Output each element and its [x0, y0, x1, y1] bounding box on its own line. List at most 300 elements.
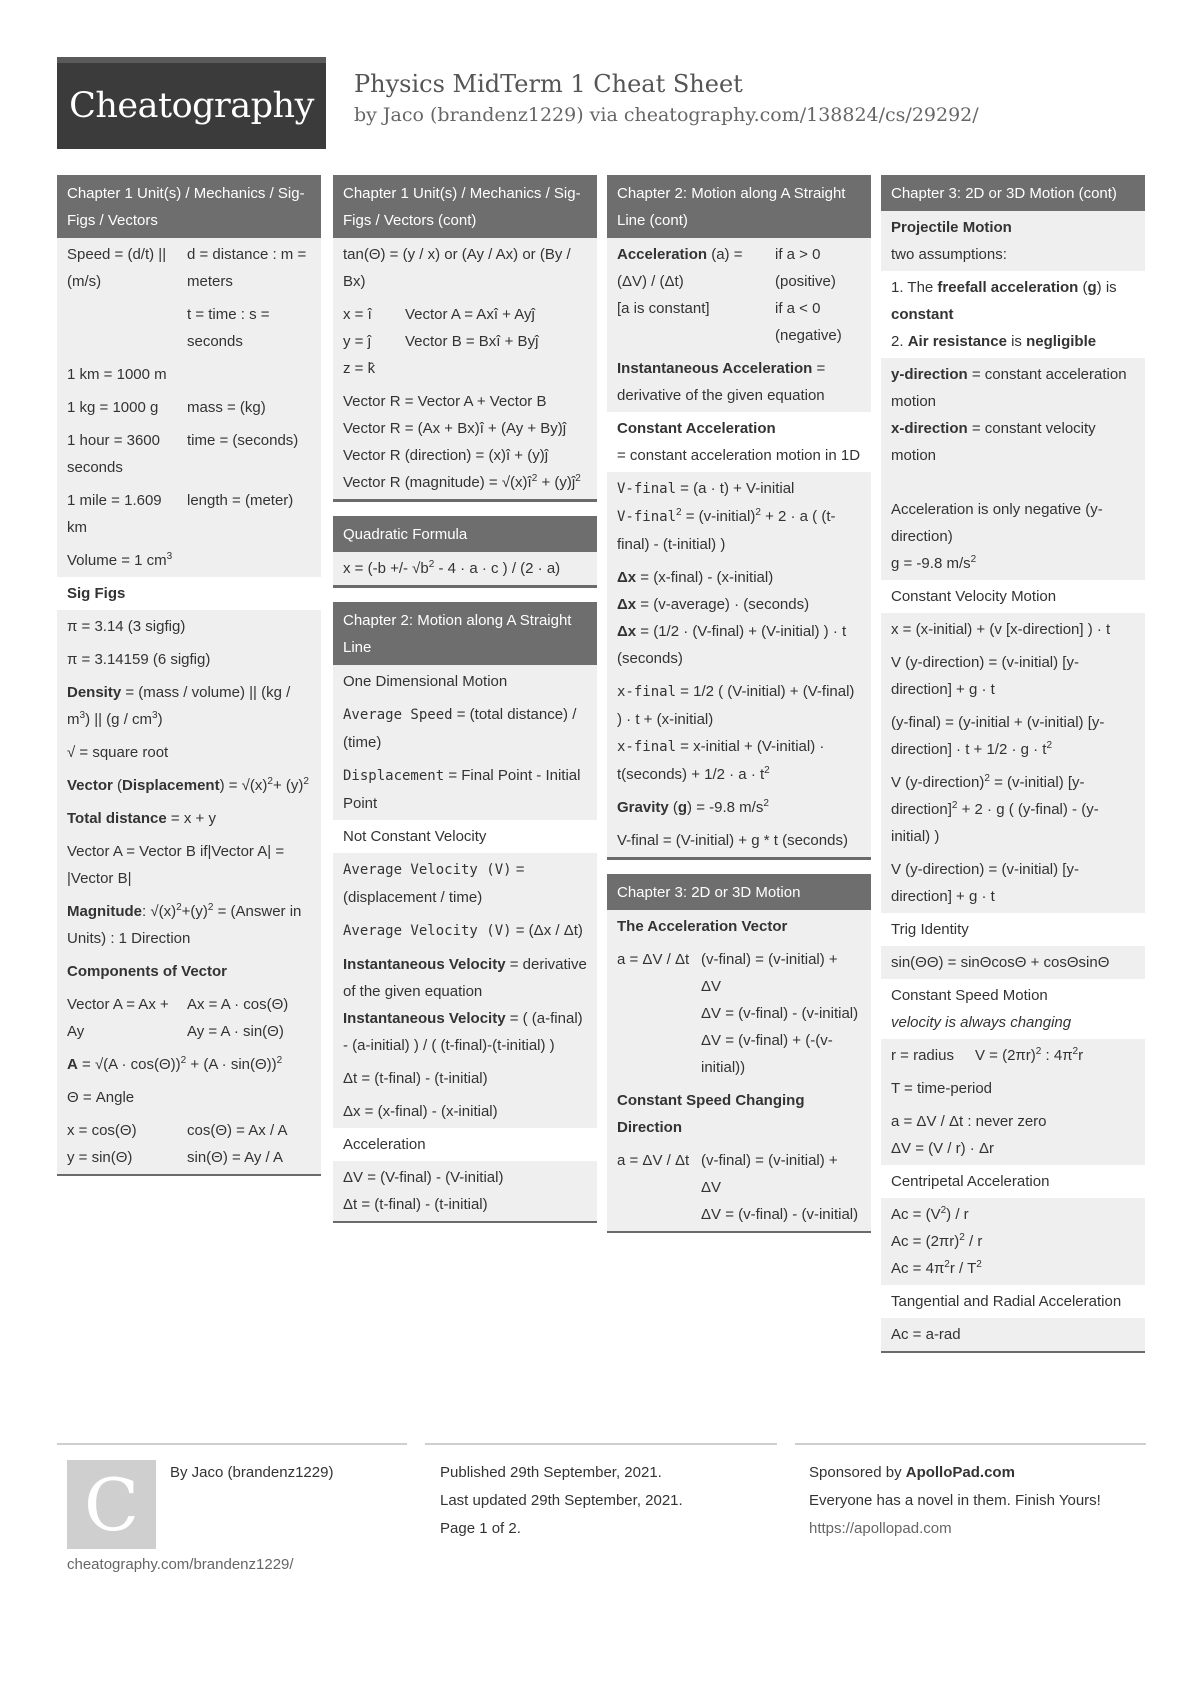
line: [343, 951, 587, 1005]
table-row: [607, 943, 871, 1084]
superscript: 2: [676, 507, 682, 518]
line: [343, 1005, 587, 1059]
text: = √(A · cos(Θ)): [77, 1056, 181, 1073]
text: r: [1078, 1047, 1084, 1064]
section-heading: [607, 175, 871, 238]
line: [891, 1228, 1135, 1255]
text: = (1/2 · (V-final) + (V-initial) ) · t (seconds): [617, 623, 847, 667]
text: ): [157, 711, 163, 728]
text: Displacement: [122, 777, 220, 794]
text: (y-final) = (y-initial + (v-initial) [y-direction] · t + 1/2 · g · t: [891, 714, 1105, 758]
cell: [405, 301, 587, 382]
text: Components of Vector: [67, 963, 228, 980]
table-row: [607, 472, 871, 561]
superscript: 2: [531, 473, 538, 484]
table-row: [57, 955, 321, 988]
cheatography-logo[interactable]: [57, 57, 326, 149]
table-row: tan(Θ) = (y / x) or (Ay / Ax) or (By / Bx): [333, 238, 597, 298]
text: Total distance: [67, 810, 167, 827]
text: = (v-initial): [681, 508, 756, 525]
table-row: sin(ΘΘ) = sinΘcosΘ + cosΘsinΘ: [881, 946, 1145, 979]
table-row: Δt = (t-final) - (t-initial): [333, 1062, 597, 1095]
table-row: [881, 706, 1145, 766]
text: g: [1087, 279, 1097, 296]
text: + 2 · g ( (y-final) - (y-initial) ): [891, 801, 1099, 845]
line: [891, 328, 1135, 355]
text: = derivative of the given equation: [343, 956, 587, 1000]
sponsor-text: Everyone has a novel in them. Finish Yours!: [809, 1492, 1101, 1509]
cell: [701, 1147, 861, 1228]
cell: [187, 1117, 311, 1171]
text: (: [668, 799, 678, 816]
sponsor-info: [809, 1459, 1109, 1543]
mono-text: Average Velocity (V): [343, 923, 512, 939]
table-row: V-final = (V-initial) + g * t (seconds): [607, 824, 871, 857]
text: 1. The: [891, 279, 938, 296]
text: r / T: [949, 1260, 977, 1277]
mono-text: x-final: [617, 684, 677, 700]
mono-text: x-final: [617, 739, 677, 755]
section-heading: Quadratic Formula: [333, 516, 597, 552]
table-row: [881, 211, 1145, 271]
text: Ac = (2πr): [891, 1233, 960, 1250]
footer-divider: [57, 1443, 407, 1445]
cell: [617, 241, 775, 349]
superscript: 2: [276, 1055, 283, 1066]
line: [617, 564, 861, 591]
superscript: 2: [763, 798, 769, 809]
text: = (total distance) / (time): [343, 706, 577, 751]
text: = ( (a-final) - (a-initial) ) / ( (t-final)-(t-initial) ): [343, 1010, 583, 1054]
line: Vector R = (Ax + Bx)î + (Ay + By)ĵ: [343, 420, 567, 437]
table-row: Acceleration: [343, 1136, 426, 1153]
table-row: [333, 759, 597, 820]
text: = 1/2 ( (V-initial) + (V-final) ) · t + (x-initial): [617, 683, 855, 728]
text: Volume = 1 cm: [67, 552, 167, 569]
table-row: [57, 544, 321, 577]
section-ch1-units-cont: [333, 175, 597, 502]
cell: [67, 301, 187, 355]
text: Density: [67, 684, 122, 701]
superscript: 3: [79, 710, 86, 721]
cell: 1 hour = 3600 seconds: [67, 432, 160, 476]
table-row: [881, 1105, 1145, 1165]
heading-cont: (cont): [1074, 185, 1117, 202]
section-heading: Chapter 2: Motion along A Straight Line: [333, 602, 597, 665]
text: = Final Point - Initial Point: [343, 767, 581, 812]
table-row: [57, 577, 321, 610]
cell: [187, 991, 311, 1045]
line: a = ΔV / Δt : never zero: [891, 1113, 1047, 1130]
text: = (a · t) + V-initial: [676, 480, 795, 497]
table-row: Centripetal Acceleration: [891, 1173, 1050, 1190]
line: [617, 678, 861, 733]
publish-info: [440, 1459, 683, 1543]
table-row: [607, 1144, 871, 1231]
superscript: 2: [976, 1259, 982, 1270]
text: ) = √(x): [219, 777, 268, 794]
section-quadratic: [333, 516, 597, 588]
table-row: [607, 675, 871, 791]
text: x = (-b +/- √b: [343, 560, 429, 577]
text: Vector: [67, 777, 113, 794]
line: (v-final) = (v-initial) + ΔV: [701, 951, 838, 995]
column-3: [607, 175, 871, 1247]
footer-divider: [795, 1443, 1146, 1445]
table-row: [333, 385, 597, 499]
text: Instantaneous Acceleration: [617, 360, 813, 377]
line: [891, 1201, 1135, 1228]
section-heading: [881, 175, 1145, 211]
table-row: [333, 698, 597, 759]
footer-divider: [425, 1443, 777, 1445]
table-row: One Dimensional Motion: [333, 665, 597, 698]
text: / r: [964, 1233, 983, 1250]
section-ch1-units: [57, 175, 321, 1176]
table-row: Δx = (x-final) - (x-initial): [333, 1095, 597, 1128]
title-area: [354, 70, 979, 126]
author-name: By Jaco (brandenz1229): [170, 1464, 334, 1481]
line: [891, 1255, 1135, 1282]
heading-cont: (cont): [645, 212, 688, 229]
cell: d = distance : m = meters: [187, 246, 307, 290]
section-ch2-motion-cont: [607, 175, 871, 860]
text: ) = -9.8 m/s: [687, 799, 764, 816]
section-ch2-motion: [333, 602, 597, 1223]
table-row: [881, 1198, 1145, 1285]
text: - 4 · a · c ) / (2 · a): [434, 560, 561, 577]
page-title: Physics MidTerm 1 Cheat Sheet: [354, 70, 743, 98]
line: [617, 503, 861, 558]
cell: time = (seconds): [187, 432, 299, 449]
line: cos(Θ) = Ax / A: [187, 1122, 288, 1139]
logo-text: Cheatography: [69, 86, 314, 126]
text: freefall acceleration: [937, 279, 1079, 296]
text: 2.: [891, 333, 908, 350]
cell: [975, 1042, 1135, 1069]
line: ΔV = (v-final) - (v-initial): [701, 1005, 859, 1022]
line: [891, 274, 1135, 328]
line: [343, 469, 587, 496]
text: + (y): [272, 777, 304, 794]
column-2: [333, 175, 597, 1237]
table-row: [57, 802, 321, 835]
superscript: 2: [303, 776, 309, 787]
line: Ax = A · cos(Θ): [187, 996, 289, 1013]
cell: length = (meter): [187, 492, 294, 509]
cell: a = ΔV / Δt: [617, 951, 690, 968]
superscript: 2: [951, 800, 958, 811]
text: Instantaneous Velocity: [343, 956, 506, 973]
text: Δx: [617, 623, 637, 640]
mono-text: V-final: [617, 481, 677, 497]
line: [891, 550, 1135, 577]
line: ΔV = (v-final) - (v-initial): [701, 1206, 859, 1223]
line: Ay = A · sin(Θ): [187, 1023, 284, 1040]
text: Δx: [617, 596, 637, 613]
author-link[interactable]: cheatography.com/brandenz1229/: [67, 1556, 294, 1573]
mono-text: Average Velocity (V): [343, 862, 512, 878]
table-row: [57, 484, 321, 544]
table-row: [57, 1048, 321, 1081]
text: Instantaneous Velocity: [343, 1010, 506, 1027]
published-date: Published 29th September, 2021.: [440, 1464, 662, 1481]
updated-date: Last updated 29th September, 2021.: [440, 1492, 683, 1509]
table-row: [881, 271, 1145, 358]
column-4: [881, 175, 1145, 1367]
table-row: Vector A = Vector B if|Vector A| = |Vector B|: [57, 835, 321, 895]
table-row: [607, 1084, 871, 1144]
superscript: 2: [207, 902, 214, 913]
superscript: 2: [959, 1232, 965, 1243]
table-row: [57, 298, 321, 358]
text: : √(x): [142, 903, 177, 920]
text: (: [1078, 279, 1088, 296]
line: ΔV = (V / r) · Δr: [891, 1140, 994, 1157]
text: = (x-final) - (x-initial): [636, 569, 774, 586]
line: Δt = (t-final) - (t-initial): [343, 1196, 488, 1213]
cell: Vector A = Ax + Ay: [67, 996, 169, 1040]
text: = (mass / volume) || (kg / m: [67, 684, 291, 728]
cell: 1 kg = 1000 g: [67, 399, 159, 416]
section-heading: Chapter 1 Unit(s) / Mechanics / Sig-Figs / Vectors: [57, 175, 321, 238]
text: is: [1006, 333, 1027, 350]
text: ) || (g / cm: [85, 711, 153, 728]
text: = (Answer in Units) : 1 Direction: [67, 903, 302, 947]
text: = (v-initial) [y-direction]: [891, 774, 1085, 818]
superscript: 2: [176, 902, 182, 913]
sponsor-line: [809, 1459, 1109, 1487]
avatar[interactable]: C: [67, 1460, 156, 1549]
superscript: 2: [1035, 1046, 1042, 1057]
superscript: 2: [970, 554, 977, 565]
line: x = cos(Θ): [67, 1122, 137, 1139]
text: Magnitude: [67, 903, 142, 920]
spacer: [891, 469, 1135, 496]
table-row: [333, 298, 597, 385]
line: [891, 415, 1135, 469]
table-row: [881, 1039, 1145, 1072]
superscript: 2: [1072, 1046, 1079, 1057]
text: Sig Figs: [67, 585, 126, 602]
superscript: 2: [180, 1055, 187, 1066]
table-row: [881, 979, 1145, 1039]
table-row: [881, 358, 1145, 580]
superscript: 2: [940, 1205, 947, 1216]
text: Ac = (V: [891, 1206, 941, 1223]
table-row: Trig Identity: [891, 921, 969, 938]
line: Constant Acceleration: [617, 420, 776, 437]
line: [a is constant]: [617, 300, 710, 317]
table-row: Θ = Angle: [57, 1081, 321, 1114]
text: (: [112, 777, 123, 794]
line: Projectile Motion: [891, 219, 1012, 236]
text: = constant velocity motion: [891, 420, 1096, 464]
line: [617, 618, 861, 672]
line: sin(Θ) = Ay / A: [187, 1149, 284, 1166]
superscript: 2: [984, 773, 990, 784]
text: Gravity: [617, 799, 669, 816]
mono-text: V-final: [617, 509, 677, 525]
text: negligible: [1026, 333, 1097, 350]
cell: a = ΔV / Δt: [617, 1152, 690, 1169]
superscript: 2: [428, 559, 435, 570]
table-row: [333, 552, 597, 585]
table-row: V (y-direction) = (v-initial) [y-direction] + g · t: [881, 853, 1145, 913]
text: Δx: [617, 569, 637, 586]
line: z = k̂: [343, 360, 376, 377]
table-row: [333, 914, 597, 948]
cell: r = radius: [891, 1047, 954, 1064]
text: constant: [891, 306, 954, 323]
sponsor-link[interactable]: https://apollopad.com: [809, 1520, 952, 1537]
text: The Acceleration Vector: [617, 918, 788, 935]
line: [617, 591, 861, 618]
text: V = (2πr): [975, 1047, 1036, 1064]
line: Vector A = Axî + Ayĵ: [405, 306, 535, 323]
text: + (A · sin(Θ)): [186, 1056, 277, 1073]
table-row: [607, 791, 871, 824]
table-row: [57, 676, 321, 736]
mono-text: Average Speed: [343, 707, 453, 723]
sponsor-label: Sponsored by: [809, 1464, 906, 1481]
heading-cont: (cont): [433, 212, 477, 229]
superscript: 3: [152, 710, 158, 721]
heading-text: Chapter 1 Unit(s) / Mechanics / Sig-Figs / Vectors: [343, 185, 581, 229]
table-row: 1 km = 1000 m: [57, 358, 321, 391]
table-row: Tangential and Radial Acceleration: [891, 1293, 1122, 1310]
line: ΔV = (v-final) + (-(v-initial)): [701, 1032, 833, 1076]
table-row: [607, 910, 871, 943]
section-ch3-motion-cont: [881, 175, 1145, 1353]
text: = x-initial + (V-initial) · t(seconds) + 1/2 · a · t: [617, 738, 825, 783]
table-row: [333, 853, 597, 914]
text: + (y)ĵ: [537, 474, 576, 491]
line: x = î: [343, 306, 372, 323]
heading-text: Chapter 3: 2D or 3D Motion: [891, 185, 1075, 202]
line: Acceleration is only negative (y-direction): [891, 501, 1103, 545]
table-row: √ = square root: [57, 736, 321, 769]
superscript: 2: [267, 776, 273, 787]
table-row: π = 3.14159 (6 sigfig): [57, 643, 321, 676]
text: (a) = (ΔV) / (Δt): [617, 246, 743, 290]
table-row: [333, 1161, 597, 1221]
text: = (v-average) · (seconds): [636, 596, 810, 613]
text: A: [67, 1056, 78, 1073]
column-1: [57, 175, 321, 1190]
line: Vector R = Vector A + Vector B: [343, 393, 547, 410]
superscript: 3: [166, 551, 173, 562]
section-heading: Chapter 3: 2D or 3D Motion: [607, 874, 871, 910]
table-row: [607, 238, 871, 352]
table-row: [57, 238, 321, 298]
cell: 1 mile = 1.609 km: [67, 492, 162, 536]
cell: [343, 301, 405, 382]
text: g: [677, 799, 688, 816]
line: [891, 361, 1135, 415]
text: x-direction: [891, 420, 968, 437]
table-row: [333, 948, 597, 1062]
text: V (y-direction): [891, 774, 985, 791]
table-row: [57, 391, 321, 424]
line: (v-final) = (v-initial) + ΔV: [701, 1152, 838, 1196]
text: Acceleration: [617, 246, 708, 263]
text: = derivative of the given equation: [617, 360, 826, 404]
section-ch3-motion: [607, 874, 871, 1233]
text: : 4π: [1041, 1047, 1073, 1064]
line: [617, 733, 861, 788]
line: y = ĵ: [343, 333, 371, 350]
text: Vector R (magnitude) = √(x)î: [343, 474, 532, 491]
cell: [701, 946, 861, 1081]
line: ΔV = (V-final) - (V-initial): [343, 1169, 504, 1186]
text: + 2 · a ( (t-final) - (t-initial) ): [617, 508, 836, 553]
superscript: 2: [764, 765, 770, 776]
table-row: Not Constant Velocity: [343, 828, 487, 845]
text: = (Δx / Δt): [511, 922, 583, 939]
superscript: 2: [755, 507, 761, 518]
byline-link[interactable]: by Jaco (brandenz1229) via cheatography.com/138824/cs/29292/: [354, 104, 979, 126]
text: Constant Speed Changing Direction: [617, 1092, 805, 1136]
text: = constant acceleration motion: [891, 366, 1127, 410]
section-heading: [333, 175, 597, 238]
table-row: [57, 1114, 321, 1174]
text: ) is: [1096, 279, 1117, 296]
mono-text: Displacement: [343, 768, 445, 784]
line: Vector R (direction) = (x)î + (y)ĵ: [343, 447, 549, 464]
text: = x + y: [166, 810, 216, 827]
table-row: T = time-period: [881, 1072, 1145, 1105]
table-row: [57, 769, 321, 802]
cell: mass = (kg): [187, 399, 266, 416]
text: ) / r: [946, 1206, 969, 1223]
text: = (displacement / time): [343, 861, 525, 906]
table-row: π = 3.14 (3 sigfig): [57, 610, 321, 643]
line: = constant acceleration motion in 1D: [617, 447, 861, 464]
table-row: [57, 895, 321, 955]
text: y-direction: [891, 366, 968, 383]
cell: [775, 241, 861, 349]
page-number: Page 1 of 2.: [440, 1520, 521, 1537]
table-row: [57, 424, 321, 484]
table-row: x = (x-initial) + (v [x-direction] ) · t: [881, 613, 1145, 646]
superscript: 2: [1046, 740, 1053, 751]
text: +(y): [181, 903, 208, 920]
text: Ac = 4π: [891, 1260, 945, 1277]
table-row: [607, 412, 871, 472]
heading-text: Chapter 2: Motion along A Straight Line: [617, 185, 846, 229]
cell: t = time : s = seconds: [187, 306, 270, 350]
text: g = -9.8 m/s: [891, 555, 971, 572]
line: [617, 475, 861, 503]
line: two assumptions:: [891, 246, 1007, 263]
table-row: [607, 352, 871, 412]
table-row: [57, 988, 321, 1048]
line: y = sin(Θ): [67, 1149, 133, 1166]
line: Vector B = Bxî + Byĵ: [405, 333, 539, 350]
line: if a < 0 (negative): [775, 300, 842, 344]
table-row: [607, 561, 871, 675]
cell: Speed = (d/t) || (m/s): [67, 246, 167, 290]
line: if a > 0 (positive): [775, 246, 836, 290]
sponsor-name[interactable]: ApolloPad.com: [905, 1464, 1015, 1481]
table-row: [881, 766, 1145, 853]
table-row: V (y-direction) = (v-initial) [y-direction] + g · t: [881, 646, 1145, 706]
table-row: Constant Velocity Motion: [891, 588, 1057, 605]
superscript: 2: [575, 473, 581, 484]
table-row: Ac = a-rad: [881, 1318, 1145, 1351]
line: velocity is always changing: [891, 1014, 1072, 1031]
